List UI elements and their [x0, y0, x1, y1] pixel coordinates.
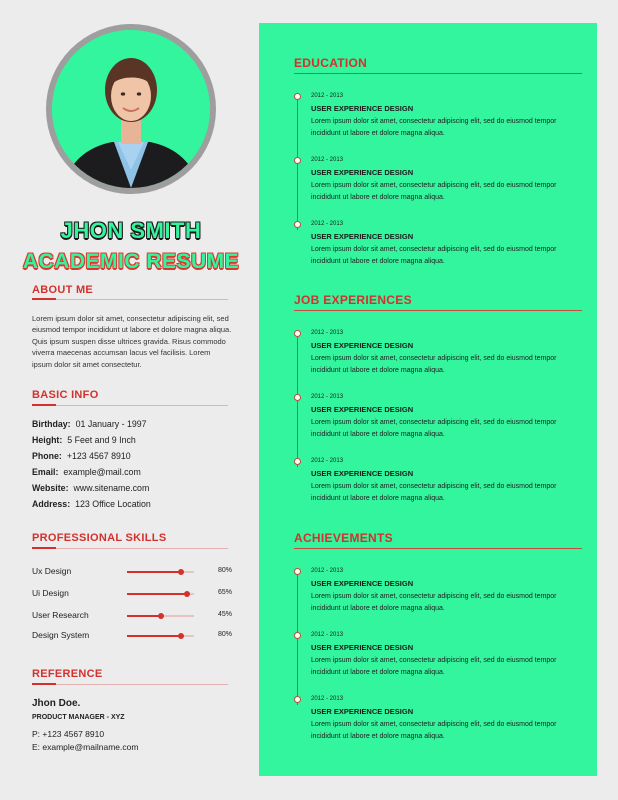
item-title: USER EXPERIENCE DESIGN [311, 707, 414, 716]
item-description: Lorem ipsum dolor sit amet, consectetur adipiscing elit, sed do eiusmod tempor incididunt ut labore et dolore magna aliqua. [311, 118, 557, 137]
basic-info-divider [32, 405, 228, 406]
item-title: USER EXPERIENCE DESIGN [311, 405, 414, 414]
skill-bar-fill [127, 615, 161, 617]
info-value: 01 January - 1997 [75, 419, 147, 429]
reference-name: Jhon Doe. [32, 698, 81, 709]
item-date: 2012 - 2013 [311, 632, 344, 638]
timeline-panel [259, 23, 597, 776]
skill-bar-knob [178, 569, 184, 575]
skill-bar-knob [178, 633, 184, 639]
reference-heading: REFERENCE [32, 668, 103, 680]
skills-heading: PROFESSIONAL SKILLS [32, 532, 167, 544]
info-row-email [32, 467, 141, 477]
timeline-dot [294, 394, 301, 401]
info-label: Website: [32, 483, 69, 493]
item-date: 2012 - 2013 [311, 458, 344, 464]
skill-row [32, 630, 232, 642]
skill-row [32, 588, 232, 600]
item-title: USER EXPERIENCE DESIGN [311, 579, 414, 588]
profile-name: JHON SMITH [60, 218, 202, 243]
timeline-dot [294, 93, 301, 100]
skill-percent: 65% [217, 589, 232, 596]
item-description: Lorem ipsum dolor sit amet, consectetur adipiscing elit, sed do eiusmod tempor incididunt ut labore et dolore magna aliqua. [311, 593, 557, 612]
section-heading-education: EDUCATION [294, 56, 368, 70]
skill-bar-knob [184, 591, 190, 597]
timeline-item [311, 696, 571, 742]
skill-bar-fill [127, 593, 187, 595]
about-divider [32, 299, 228, 300]
item-description: Lorem ipsum dolor sit amet, consectetur adipiscing elit, sed do eiusmod tempor incididunt ut labore et dolore magna aliqua. [311, 721, 557, 740]
timeline-dot [294, 632, 301, 639]
skill-bar-fill [127, 635, 181, 637]
info-label: Address: [32, 499, 71, 509]
skill-name: Ui Design [32, 588, 69, 598]
timeline-dot [294, 458, 301, 465]
section-divider [294, 73, 582, 74]
item-title: USER EXPERIENCE DESIGN [311, 168, 414, 177]
skill-name: Ux Design [32, 566, 72, 576]
timeline-item [311, 394, 571, 440]
item-date: 2012 - 2013 [311, 93, 344, 99]
about-heading: ABOUT ME [32, 284, 94, 296]
skill-percent: 80% [217, 567, 232, 574]
skill-row [32, 566, 232, 578]
skill-name: Design System [32, 630, 90, 640]
about-text: Lorem ipsum dolor sit amet, consectetur adipiscing elit, sed eiusmod tempor incididunt ut labore et dolore magna aliqua. Quis ipsum suspen disse ultrices gravida. Risus commodo viverra maecenas accumsan lacus vel facilisis. Lorem ipsum dolor sit amet consectetur. [32, 314, 232, 369]
timeline-item [311, 568, 571, 614]
skill-bar-track [127, 615, 194, 617]
timeline-dot [294, 568, 301, 575]
timeline-dot [294, 157, 301, 164]
item-title: USER EXPERIENCE DESIGN [311, 341, 414, 350]
info-row-phone [32, 451, 131, 461]
timeline-item [311, 157, 571, 203]
timeline-item [311, 93, 571, 139]
timeline-dot [294, 696, 301, 703]
skill-bar-track [127, 593, 194, 595]
reference-divider [32, 684, 228, 685]
section-heading-achievements: ACHIEVEMENTS [294, 531, 393, 545]
section-divider [294, 310, 582, 311]
item-description: Lorem ipsum dolor sit amet, consectetur adipiscing elit, sed do eiusmod tempor incididunt ut labore et dolore magna aliqua. [311, 419, 557, 438]
skill-name: User Research [32, 610, 89, 620]
skills-divider [32, 548, 228, 549]
timeline-item [311, 221, 571, 267]
section-heading-job-experiences: JOB EXPERIENCES [294, 293, 412, 307]
reference-title: PRODUCT MANAGER - XYZ [32, 714, 125, 721]
reference-phone: P: +123 4567 8910 [32, 729, 105, 739]
skill-bar-track [127, 571, 194, 573]
item-date: 2012 - 2013 [311, 157, 344, 163]
info-label: Birthday: [32, 419, 71, 429]
section-divider [294, 548, 582, 549]
item-date: 2012 - 2013 [311, 330, 344, 336]
timeline-item [311, 458, 571, 504]
timeline-dot [294, 330, 301, 337]
skill-percent: 80% [217, 631, 232, 638]
item-title: USER EXPERIENCE DESIGN [311, 104, 414, 113]
item-description: Lorem ipsum dolor sit amet, consectetur adipiscing elit, sed do eiusmod tempor incididunt ut labore et dolore magna aliqua. [311, 246, 557, 265]
skill-bar-fill [127, 571, 181, 573]
skill-bar-track [127, 635, 194, 637]
info-row-website [32, 483, 149, 493]
item-description: Lorem ipsum dolor sit amet, consectetur adipiscing elit, sed do eiusmod tempor incididunt ut labore et dolore magna aliqua. [311, 182, 557, 201]
item-date: 2012 - 2013 [311, 568, 344, 574]
item-date: 2012 - 2013 [311, 221, 344, 227]
skill-percent: 45% [217, 611, 232, 618]
timeline-item [311, 330, 571, 376]
profile-photo [52, 30, 210, 188]
item-date: 2012 - 2013 [311, 394, 344, 400]
portrait-icon [52, 30, 210, 188]
info-row-birthday [32, 419, 147, 429]
item-date: 2012 - 2013 [311, 696, 344, 702]
reference-email: E: example@mailname.com [32, 742, 139, 752]
skill-row [32, 610, 232, 622]
item-description: Lorem ipsum dolor sit amet, consectetur adipiscing elit, sed do eiusmod tempor incididunt ut labore et dolore magna aliqua. [311, 483, 557, 502]
item-description: Lorem ipsum dolor sit amet, consectetur adipiscing elit, sed do eiusmod tempor incididunt ut labore et dolore magna aliqua. [311, 355, 557, 374]
info-value: www.sitename.com [73, 483, 150, 493]
info-row-address [32, 499, 151, 509]
info-label: Email: [32, 467, 59, 477]
info-value: example@mail.com [63, 467, 141, 477]
info-label: Phone: [32, 451, 62, 461]
profile-headline: ACADEMIC RESUME [22, 250, 240, 273]
item-title: USER EXPERIENCE DESIGN [311, 232, 414, 241]
timeline-dot [294, 221, 301, 228]
info-value: 123 Office Location [75, 499, 151, 509]
item-title: USER EXPERIENCE DESIGN [311, 643, 414, 652]
basic-info-heading: BASIC INFO [32, 389, 99, 401]
info-value: 5 Feet and 9 Inch [67, 435, 136, 445]
timeline-item [311, 632, 571, 678]
item-description: Lorem ipsum dolor sit amet, consectetur adipiscing elit, sed do eiusmod tempor incididunt ut labore et dolore magna aliqua. [311, 657, 557, 676]
info-row-height [32, 435, 136, 445]
info-label: Height: [32, 435, 63, 445]
info-value: +123 4567 8910 [66, 451, 131, 461]
item-title: USER EXPERIENCE DESIGN [311, 469, 414, 478]
skill-bar-knob [158, 613, 164, 619]
